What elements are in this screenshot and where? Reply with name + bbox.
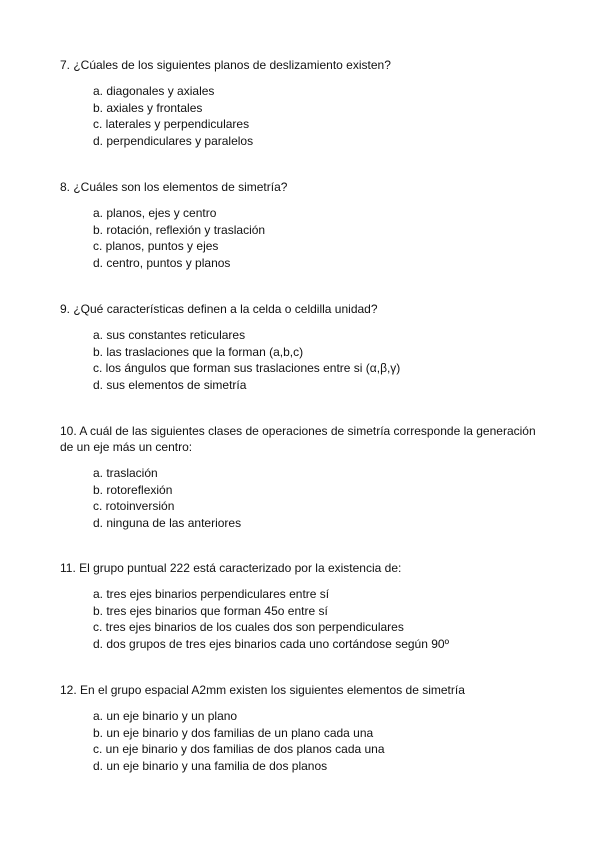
question-text: 11. El grupo puntual 222 está caracterizado por la existencia de: [60,561,402,575]
option-b: b. axiales y frontales [93,100,203,115]
question-7 [60,57,550,149]
option-b: b. un eje binario y dos familias de un plano cada una [93,725,374,740]
option-list [93,708,550,774]
option-c: c. rotoinversión [93,499,175,513]
option-d: d. ninguna de las anteriores [93,515,242,530]
question-text: 10. A cuál de las siguientes clases de operaciones de simetría corresponde la generación de un eje más un centro: [60,424,536,454]
option-b: b. las traslaciones que la forman (a,b,c) [93,344,304,359]
option-c: c. un eje binario y dos familias de dos planos cada una [93,742,385,756]
question-8 [60,179,550,271]
option-a: a. sus constantes reticulares [93,328,246,342]
question-text: 7. ¿Cúales de los siguientes planos de deslizamiento existen? [60,58,391,72]
question-10 [60,423,550,531]
option-list [93,586,550,652]
option-a: a. diagonales y axiales [93,84,215,98]
question-9 [60,301,550,393]
question-11 [60,560,550,652]
option-list [93,327,550,393]
question-text: 8. ¿Cuáles son los elementos de simetría? [60,180,288,194]
option-d: d. dos grupos de tres ejes binarios cada uno cortándose según 90º [93,636,449,651]
option-a: a. tres ejes binarios perpendiculares entre sí [93,587,330,601]
option-a: a. planos, ejes y centro [93,206,217,220]
option-d: d. un eje binario y una familia de dos planos [93,758,328,773]
question-text: 12. En el grupo espacial A2mm existen los siguientes elementos de simetría [60,683,465,697]
question-text: 9. ¿Qué características definen a la celda o celdilla unidad? [60,302,378,316]
option-list [93,465,550,531]
option-a: a. un eje binario y un plano [93,709,238,723]
option-b: b. tres ejes binarios que forman 45o entre sí [93,603,328,618]
option-c: c. planos, puntos y ejes [93,239,219,253]
option-a: a. traslación [93,466,158,480]
option-d: d. centro, puntos y planos [93,255,231,270]
option-list [93,205,550,271]
option-c: c. los ángulos que forman sus traslaciones entre si (α,β,γ) [93,361,401,375]
question-12 [60,682,550,774]
option-d: d. perpendiculares y paralelos [93,133,254,148]
option-d: d. sus elementos de simetría [93,377,247,392]
option-b: b. rotoreflexión [93,482,173,497]
option-c: c. laterales y perpendiculares [93,117,250,131]
option-list [93,83,550,149]
option-c: c. tres ejes binarios de los cuales dos son perpendiculares [93,620,404,634]
option-b: b. rotación, reflexión y traslación [93,222,266,237]
